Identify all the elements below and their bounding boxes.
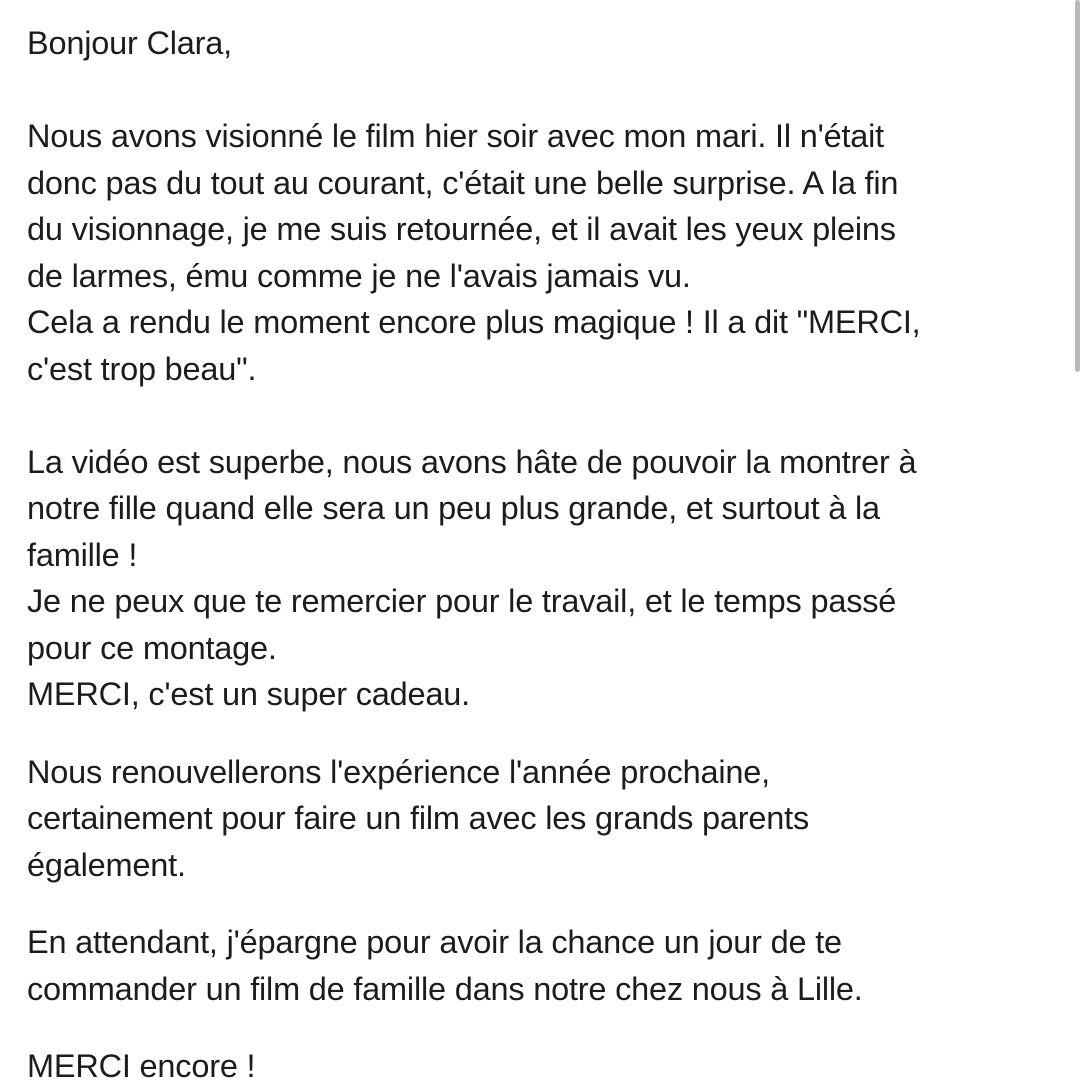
text-line: En attendant, j'épargne pour avoir la chance un jour de te	[27, 924, 842, 960]
text-line: MERCI, c'est un super cadeau.	[27, 676, 470, 712]
text-line: La vidéo est superbe, nous avons hâte de pouvoir la montrer à	[27, 443, 917, 480]
message-body	[27, 0, 1067, 1090]
text-line: donc pas du tout au courant, c'était une belle surprise. A la fin	[27, 164, 899, 201]
text-line: Je ne peux que te remercier pour le travail, et le temps passé	[27, 583, 897, 619]
text-line: Cela a rendu le moment encore plus magique ! Il a dit "MERCI,	[27, 304, 921, 340]
text-line: c'est trop beau".	[27, 350, 257, 387]
text-line: notre fille quand elle sera un peu plus grande, et surtout à la	[27, 490, 880, 526]
text-line: commander un film de famille dans notre chez nous à Lille.	[27, 970, 863, 1007]
text-line: de larmes, ému comme je ne l'avais jamais vu.	[27, 257, 691, 294]
paragraph-spacer	[27, 888, 1067, 919]
paragraph-1	[27, 113, 1067, 392]
text-line: également.	[27, 846, 186, 883]
text-line: pour ce montage.	[27, 629, 277, 666]
paragraph-spacer	[27, 392, 1067, 439]
text-line: du visionnage, je me suis retournée, et il avait les yeux pleins	[27, 211, 896, 247]
text-line: famille !	[27, 536, 138, 573]
text-line: certainement pour faire un film avec les grands parents	[27, 800, 810, 836]
greeting-line: Bonjour Clara,	[27, 25, 232, 61]
paragraph-2	[27, 439, 1067, 718]
closing-line: MERCI encore !	[27, 1048, 256, 1084]
text-line: Nous avons visionné le film hier soir avec mon mari. Il n'était	[27, 118, 885, 154]
scrollbar-thumb[interactable]	[1075, 0, 1080, 372]
paragraph-spacer	[27, 1012, 1067, 1043]
paragraph-3	[27, 749, 1067, 889]
paragraph-spacer	[27, 67, 1067, 114]
paragraph-4	[27, 919, 1067, 1012]
text-line: Nous renouvellerons l'expérience l'année prochaine,	[27, 753, 770, 790]
paragraph-spacer	[27, 718, 1067, 749]
